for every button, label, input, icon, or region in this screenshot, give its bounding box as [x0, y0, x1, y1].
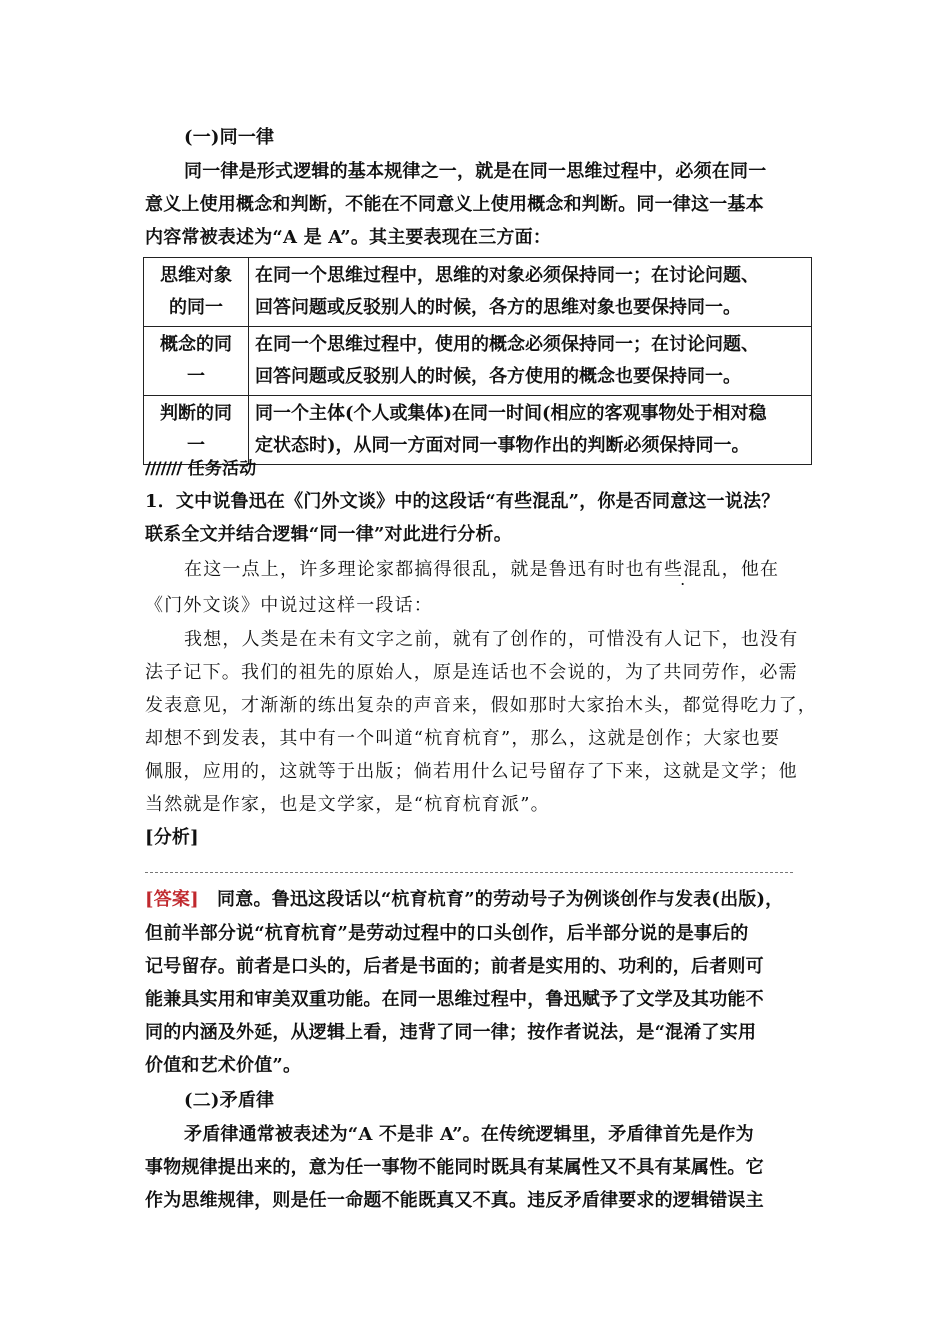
table-cell-value: 在同一个思维过程中，思维的对象必须保持同一；在讨论问题、 回答问题或反驳别人的时候，各方的思维对象也要保持同一。: [249, 258, 812, 327]
answer-line-1: [答案] 同意。鲁迅这段话以“杭育杭育”的劳动号子为例谈创作与发表(出版)，: [145, 889, 784, 910]
answer-divider: [145, 872, 793, 873]
table-cell-key: 思维对象 的同一: [144, 258, 249, 327]
quote-line-6: 当然就是作家，也是文学家，是“杭育杭育派”。: [145, 794, 550, 815]
quote-line-3: 发表意见，才渐渐的练出复杂的声音来，假如那时大家抬木头，都觉得吃力了，: [145, 695, 817, 716]
answer-tag: [答案]: [145, 889, 199, 910]
law-table: [143, 257, 812, 465]
quote-intro-line-2: 《门外文谈》中说过这样一段话：: [145, 595, 433, 616]
table-row: [144, 258, 812, 327]
quote-line-4: 却想不到发表，其中有一个叫道“杭育杭育”，那么，这就是创作；大家也要: [145, 728, 781, 749]
quote-intro-line-1: 在这一点上，许多理论家都搞得很乱，就是鲁迅有时也有些混乱，他在: [184, 559, 780, 580]
answer-line-6: 价值和艺术价值”。: [145, 1055, 302, 1076]
contradiction-line-2: 事物规律提出来的，意为任一事物不能同时既具有某属性又不具有某属性。它: [145, 1157, 764, 1178]
table-cell-value: 在同一个思维过程中，使用的概念必须保持同一；在讨论问题、 回答问题或反驳别人的时候，各方使用的概念也要保持同一。: [249, 327, 812, 396]
table-row: [144, 396, 812, 465]
intro-line-3: 内容常被表述为“A 是 A”。其主要表现在三方面：: [145, 227, 552, 248]
answer-line-2: 但前半部分说“杭育杭育”是劳动过程中的口头创作，后半部分说的是事后的: [145, 923, 749, 944]
table-cell-key: 判断的同 一: [144, 396, 249, 465]
question-line-1: 1．文中说鲁迅在《门外文谈》中的这段话“有些混乱”，你是否同意这一说法？: [145, 491, 780, 512]
section-heading-1: (一)同一律: [184, 127, 275, 148]
analysis-label: [分析]: [145, 827, 199, 848]
section-heading-2: (二)矛盾律: [184, 1090, 275, 1111]
question-line-2: 联系全文并结合逻辑“同一律”对此进行分析。: [145, 524, 512, 545]
table-cell-value: 同一个主体(个人或集体)在同一时间(相应的客观事物处于相对稳 定状态时)，从同一方面对同一事物作出的判断必须保持同一。: [249, 396, 812, 465]
answer-line-5: 同的内涵及外延，从逻辑上看，违背了同一律；按作者说法，是“混淆了实用: [145, 1022, 757, 1043]
answer-line-3: 记号留存。前者是口头的，后者是书面的；前者是实用的、功利的，后者则可: [145, 956, 764, 977]
answer-line-4: 能兼具实用和审美双重功能。在同一思维过程中，鲁迅赋予了文学及其功能不: [145, 989, 764, 1010]
stripe-decoration: ///////: [145, 459, 182, 479]
intro-line-2: 意义上使用概念和判断，不能在不同意义上使用概念和判断。同一律这一基本: [145, 194, 764, 215]
task-activity-title: 任务活动: [187, 459, 257, 479]
quote-line-1: 我想，人类是在未有文字之前，就有了创作的，可惜没有人记下，也没有: [184, 629, 799, 650]
task-activity-label: [145, 457, 810, 481]
contradiction-line-1: 矛盾律通常被表述为“A 不是非 A”。在传统逻辑里，矛盾律首先是作为: [184, 1124, 754, 1145]
quote-line-5: 佩服，应用的，这就等于出版；倘若用什么记号留存了下来，这就是文学；他: [145, 761, 798, 782]
contradiction-line-3: 作为思维规律，则是任一命题不能既真又不真。违反矛盾律要求的逻辑错误主: [145, 1190, 764, 1211]
intro-line-1: 同一律是形式逻辑的基本规律之一，就是在同一思维过程中，必须在同一: [184, 161, 767, 182]
emphasis-marked-text: 有些混乱: [644, 559, 722, 580]
quote-line-2: 法子记下。我们的祖先的原始人，原是连话也不会说的，为了共同劳作，必需: [145, 662, 798, 683]
table-row: [144, 327, 812, 396]
table-cell-key: 概念的同 一: [144, 327, 249, 396]
